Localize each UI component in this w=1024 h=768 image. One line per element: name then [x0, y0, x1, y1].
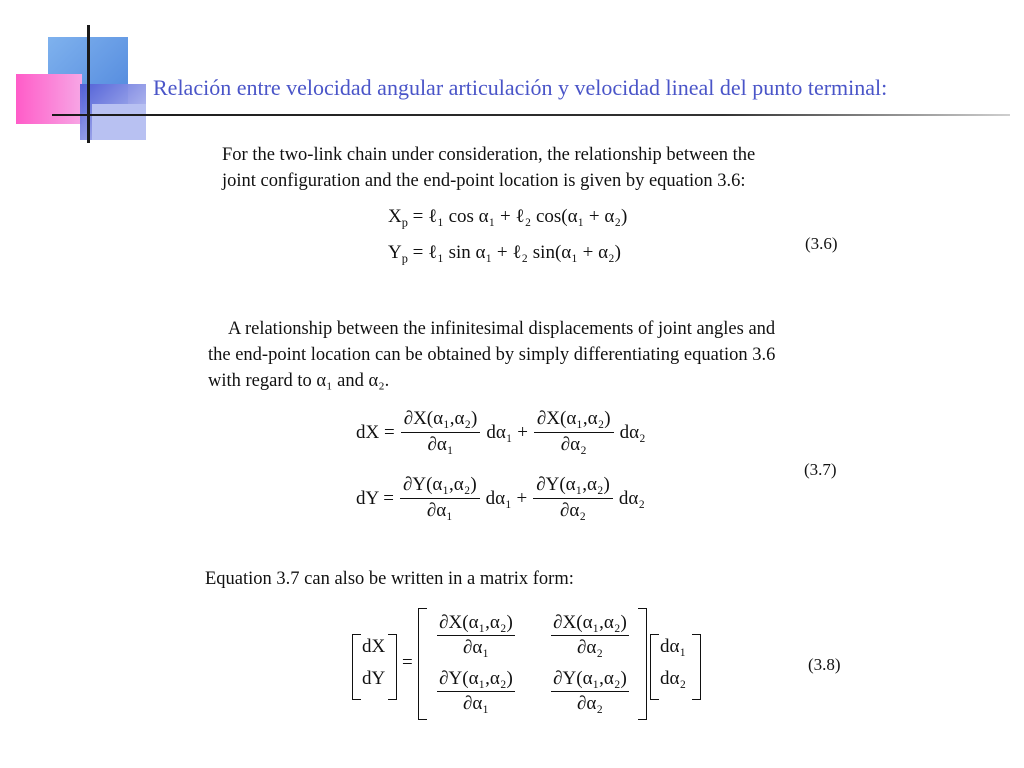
jacobian-cell-22	[540, 668, 640, 716]
paragraph-1-line-2: joint configuration and the end-point location is given by equation 3.6:	[222, 171, 746, 191]
eq37-fraction-dy-da1	[400, 474, 480, 523]
title-underline	[52, 114, 1010, 116]
paragraph-1-line-1: For the two-link chain under consideration, the relationship between the	[222, 145, 756, 165]
jacobian-right-bracket	[638, 608, 647, 720]
lhs-vector-dy: dY	[362, 668, 386, 689]
equation-3-6-y	[388, 242, 621, 264]
eq37-fraction-dx-da1	[401, 408, 481, 457]
eq37-d-alpha1: dα₁ +	[486, 421, 528, 443]
paragraph-2-line-1: A relationship between the infinitesimal displacements of joint angles and	[228, 319, 776, 339]
jacobian-22-num: ∂Y(α₁,α₂)	[551, 668, 629, 692]
eq37-d-alpha2: dα₂	[619, 421, 646, 443]
lhs-vector-dx: dX	[362, 636, 386, 657]
decor-lavender-square-light	[92, 104, 146, 140]
jacobian-21-num: ∂Y(α₁,α₂)	[437, 668, 515, 692]
decor-pink-square	[16, 74, 82, 124]
eq37-fraction-dy-da2	[533, 474, 613, 523]
jacobian-cell-21	[426, 668, 526, 716]
slide-title: Relación entre velocidad angular articulación y velocidad lineal del punto terminal:	[153, 75, 888, 100]
jacobian-11-den: ∂α₁	[463, 637, 489, 658]
eq37-num-x-1: ∂X(α₁,α₂)	[401, 408, 481, 433]
eq37-den-a1-b: ∂α₁	[426, 500, 453, 521]
jacobian-21-den: ∂α₁	[463, 693, 489, 714]
rhs-vector-dalpha2: dα₂	[660, 668, 687, 689]
eq36-y-lhs: Y	[388, 242, 402, 263]
eq37-dx-lhs: dX =	[356, 421, 395, 443]
jacobian-22-den: ∂α₂	[577, 693, 603, 714]
eq37-den-a2-b: ∂α₂	[560, 500, 587, 521]
jacobian-cell-12	[540, 612, 640, 660]
jacobian-11-num: ∂X(α₁,α₂)	[437, 612, 515, 636]
eq37-num-y-2: ∂Y(α₁,α₂)	[533, 474, 613, 499]
equation-number-3-7: (3.7)	[804, 460, 837, 479]
eq37-num-y-1: ∂Y(α₁,α₂)	[400, 474, 480, 499]
matrix-equals-sign: =	[402, 652, 413, 673]
equation-3-7-dy	[356, 474, 645, 523]
equation-number-3-6: (3.6)	[805, 234, 838, 253]
eq37-num-x-2: ∂X(α₁,α₂)	[534, 408, 614, 433]
eq37-d-alpha2-b: dα₂	[618, 487, 645, 509]
jacobian-cell-11	[426, 612, 526, 660]
equation-3-7-dx	[356, 408, 646, 457]
eq37-den-a2: ∂α₂	[560, 434, 587, 455]
eq36-x-sub: p	[401, 215, 408, 230]
eq36-x-lhs: X	[388, 206, 402, 227]
decor-vertical-line	[87, 25, 90, 143]
eq37-fraction-dx-da2	[534, 408, 614, 457]
eq36-y-sub: p	[401, 251, 408, 266]
eq36-x-rhs: = ℓ₁ cos α₁ + ℓ₂ cos(α₁ + α₂)	[407, 206, 628, 227]
equation-number-3-8: (3.8)	[808, 655, 841, 674]
jacobian-12-num: ∂X(α₁,α₂)	[551, 612, 629, 636]
rhs-vector-left-bracket	[650, 634, 659, 700]
paragraph-2-line-3: with regard to α₁ and α₂.	[208, 371, 390, 391]
paragraph-3: Equation 3.7 can also be written in a matrix form:	[205, 569, 574, 589]
eq37-dy-lhs: dY =	[356, 487, 394, 509]
jacobian-12-den: ∂α₂	[577, 637, 603, 658]
eq37-d-alpha1-b: dα₁ +	[485, 487, 528, 509]
equation-3-6-x	[388, 206, 627, 228]
rhs-vector-right-bracket	[692, 634, 701, 700]
eq37-den-a1: ∂α₁	[427, 434, 454, 455]
lhs-vector-left-bracket	[352, 634, 361, 700]
paragraph-2-line-2: the end-point location can be obtained by simply differentiating equation 3.6	[208, 345, 776, 365]
eq36-y-rhs: = ℓ₁ sin α₁ + ℓ₂ sin(α₁ + α₂)	[407, 242, 621, 263]
rhs-vector-dalpha1: dα₁	[660, 636, 687, 657]
lhs-vector-right-bracket	[388, 634, 397, 700]
